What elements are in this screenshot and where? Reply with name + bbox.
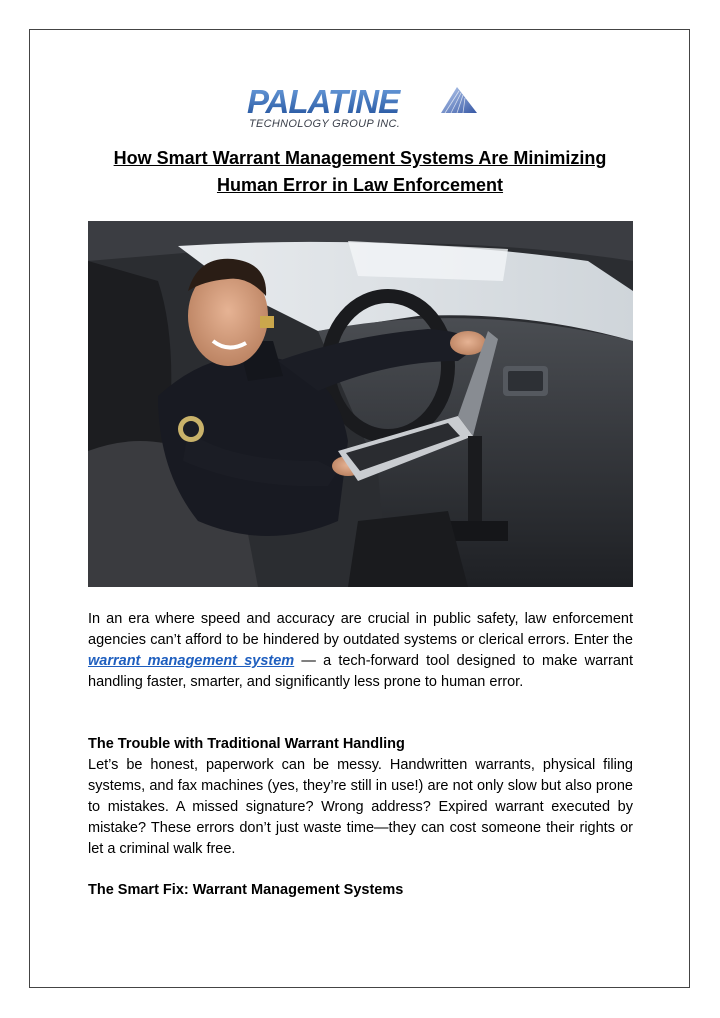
section-heading-smart-fix: The Smart Fix: Warrant Management Systems <box>88 882 404 898</box>
title-line-1: How Smart Warrant Management Systems Are Minimizing <box>113 148 607 168</box>
title-line-2: Human Error in Law Enforcement <box>216 175 504 195</box>
logo-tagline: TECHNOLOGY GROUP INC. <box>249 118 401 130</box>
trouble-paragraph: Let’s be honest, paperwork can be messy. Handwritten warrants, physical filing systems, and fax machines (yes, they’re still in use!) are not only slow but also prone to mistakes. A missed signature? Wrong address? Expired warrant executed by mistake? These errors don’t just waste time—they can cost someone their rights or let a criminal walk free. <box>88 757 633 857</box>
officer-photo <box>88 221 633 587</box>
article-title <box>60 145 660 199</box>
intro-paragraph <box>88 609 633 693</box>
intro-text-before: In an era where speed and accuracy are crucial in public safety, law enforcement agencies can’t afford to be hindered by outdated systems or clerical errors. Enter the <box>88 611 633 648</box>
logo-wordmark: PALATINE <box>247 83 400 120</box>
intro-text-after: — a tech-forward tool designed to make warrant handling faster, smarter, and significantly less prone to human error. <box>88 653 634 690</box>
palatine-logo <box>245 83 480 131</box>
section-heading-trouble: The Trouble with Traditional Warrant Handling <box>88 736 405 752</box>
warrant-management-system-link[interactable]: warrant management system <box>88 653 295 669</box>
